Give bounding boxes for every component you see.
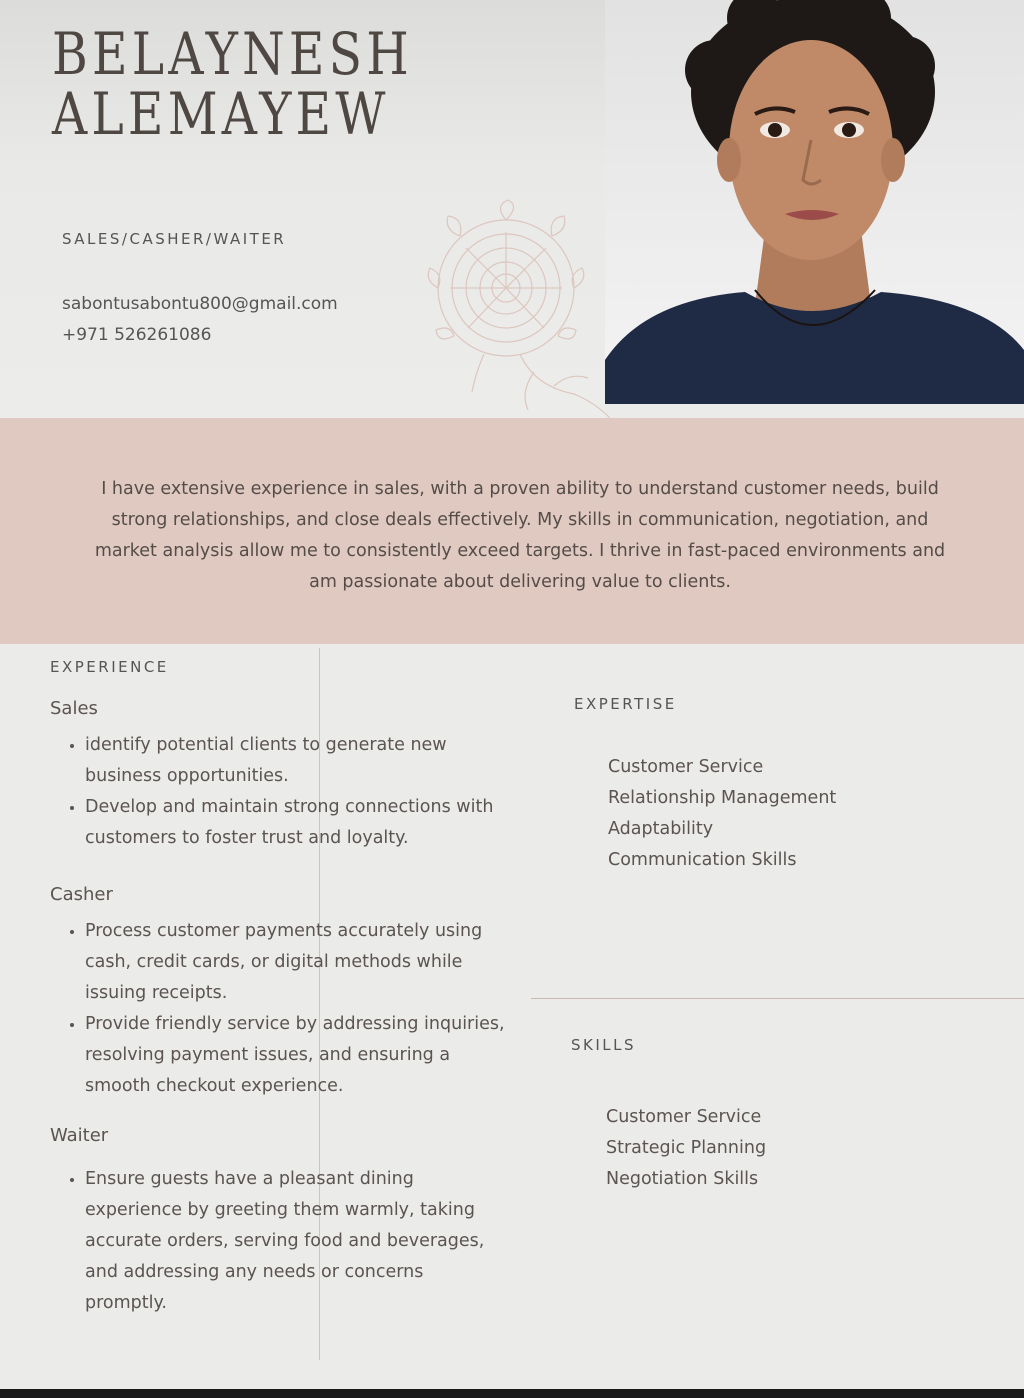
expertise-list bbox=[608, 752, 836, 876]
skills-heading: SKILLS bbox=[571, 1036, 637, 1054]
list-item: • Process customer payments accurately using cash, credit cards, or digital methods while issuing receipts. bbox=[85, 916, 505, 1009]
phone-text: +971 526261086 bbox=[62, 325, 212, 345]
flower-illustration-icon bbox=[424, 196, 614, 418]
profile-photo bbox=[605, 0, 1024, 404]
contact-info bbox=[62, 289, 338, 351]
candidate-name bbox=[52, 20, 413, 148]
list-item: Customer Service bbox=[608, 757, 764, 777]
list-item: • Ensure guests have a pleasant dining experience by greeting them warmly, taking accurate orders, serving food and beverages, and addressing any needs or concerns promptly. bbox=[85, 1164, 505, 1319]
experience-heading: EXPERIENCE bbox=[50, 658, 169, 676]
profile-photo-icon bbox=[605, 0, 1024, 404]
skills-list bbox=[606, 1102, 766, 1195]
bottom-bar bbox=[0, 1389, 1024, 1398]
sales-bullets bbox=[62, 730, 505, 854]
list-item: • identify potential clients to generate new business opportunities. bbox=[85, 730, 505, 792]
list-item: Relationship Management bbox=[608, 788, 837, 808]
job-title-sales: Sales bbox=[50, 698, 98, 719]
list-item: Customer Service bbox=[606, 1107, 762, 1127]
list-item: • Develop and maintain strong connections with customers to foster trust and loyalty. bbox=[85, 792, 505, 854]
casher-bullets bbox=[62, 916, 505, 1102]
job-title: SALES/CASHER/WAITER bbox=[62, 230, 287, 248]
list-item: Adaptability bbox=[608, 819, 714, 839]
first-name: BELAYNESH bbox=[52, 20, 413, 88]
list-item: • Provide friendly service by addressing inquiries, resolving payment issues, and ensuring a smooth checkout experience. bbox=[85, 1009, 505, 1102]
list-item: Communication Skills bbox=[608, 850, 797, 870]
job-title-casher: Casher bbox=[50, 884, 113, 905]
summary-text: I have extensive experience in sales, with a proven ability to understand customer needs, build strong relationships, and close deals effectively. My skills in communication, negotiation, and market analysis allow me to consistently exceed targets. I thrive in fast-paced environments and am passionate about delivering value to clients. bbox=[94, 479, 946, 592]
list-item: Strategic Planning bbox=[606, 1138, 767, 1158]
expertise-heading: EXPERTISE bbox=[574, 695, 677, 713]
summary-section bbox=[0, 418, 1024, 644]
email-text: sabontusabontu800@gmail.com bbox=[62, 294, 338, 314]
job-title-waiter: Waiter bbox=[50, 1125, 109, 1146]
last-name: ALEMAYEW bbox=[52, 80, 390, 148]
section-divider bbox=[531, 998, 1024, 999]
waiter-bullets bbox=[62, 1164, 505, 1319]
list-item: Negotiation Skills bbox=[606, 1169, 759, 1189]
